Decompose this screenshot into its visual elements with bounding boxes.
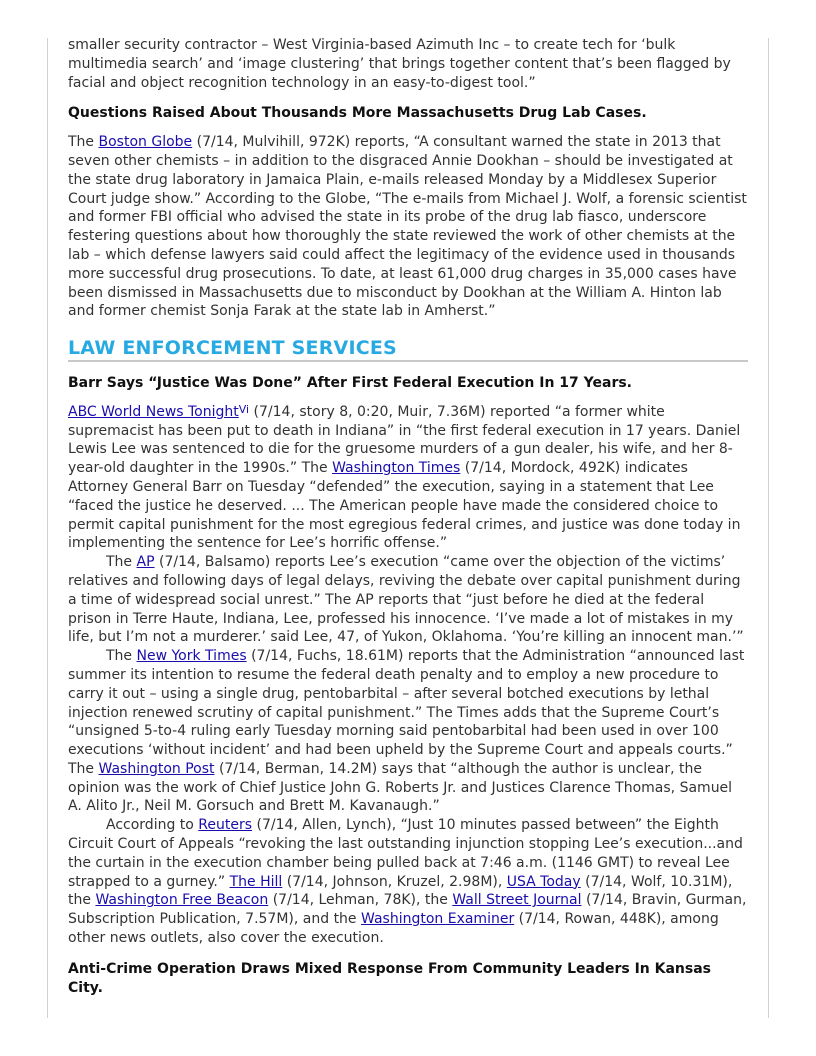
link-abc-world-news-tonight[interactable]: ABC World News Tonight [68,403,239,420]
link-boston-globe[interactable]: Boston Globe [98,134,193,151]
text-fragment: The [106,554,137,571]
text-fragment: (7/14, Balsamo) reports Lee’s execution “came over the objection of the victims’ relatives and following days of legal delays, reviving the debate over capital punishment during a time of widespread social unrest.” The AP reports that “just before he died at the federal prison in Terre Haute, Indiana, Lee, professed his innocence. ‘I’ve made a lot of mistakes in my life, but I’m not a murderer.’ said Lee, 47, of Yukon, Oklahoma. ‘You’re killing an innocent man.’” [68,554,744,646]
video-indicator[interactable]: Vi [238,402,250,416]
text-fragment: (7/14, Allen, Lynch), “Just 10 minutes passed between” the Eighth Circuit Court of Appeals “revoking the last outstanding injunction stopping Lee’s execution...and the curtain in the execution chamber being pulled back at 7:46 a.m. (1146 GMT) to reveal Lee strapped to a gurney.” [68,817,743,890]
link-wall-street-journal[interactable]: Wall Street Journal [452,892,582,909]
link-washington-post[interactable]: Washington Post [98,760,215,777]
right-margin-rule [768,38,769,1018]
text-fragment: (7/14, Johnson, Kruzel, 2.98M), [282,873,507,890]
link-washington-free-beacon[interactable]: Washington Free Beacon [95,892,269,909]
barr-paragraph-3 [68,647,748,816]
text-fragment: (7/14, Bravin, Gurman, Subscription Publication, 7.57M), and the [68,892,747,928]
section-title: LAW ENFORCEMENT SERVICES [68,339,748,362]
text-fragment: (7/14, Berman, 14.2M) says that “although the author is unclear, the opinion was the work of Chief Justice John G. Roberts Jr. and Justices Clarence Thomas, Samuel A. Alito Jr., Neil M. Gorsuch and Brett M. Kavanaugh.” [68,760,733,815]
link-the-hill[interactable]: The Hill [229,873,283,890]
link-reuters[interactable]: Reuters [198,817,253,834]
text-fragment: (7/14, story 8, 0:20, Muir, 7.36M) reported “a former white supremacist has been put to death in Indiana” in “the first federal execution in 17 years. Daniel Lewis Lee was sentenced to die for the gruesome murders of a gun dealer, his wife, and her 8-year-old daughter in the 1990s.” The [68,403,741,477]
barr-paragraph-1 [68,403,748,553]
link-ap[interactable]: AP [136,554,155,571]
massachusetts-paragraph [68,133,748,321]
left-margin-rule [47,38,48,1018]
text-fragment: (7/14, Lehman, 78K), the [268,892,453,909]
intro-paragraph: smaller security contractor – West Virginia-based Azimuth Inc – to create tech for ‘bulk multimedia search’ and ‘image clustering’ that brings together content that’s been flagged by facial and object recognition technology in an easy-to-digest tool.” [68,37,731,91]
text-fragment: (7/14, Mordock, 492K) indicates Attorney General Barr on Tuesday “defended” the execution, saying in a statement that Lee “faced the justice he deserved. ... The American people have made the considered choice to permit capital punishment for the most egregious federal crimes, and justice was done today in implementing the sentence for Lee’s horrific offense.” [68,460,741,552]
barr-paragraph-4 [68,816,748,948]
link-new-york-times[interactable]: New York Times [136,648,247,665]
link-washington-examiner[interactable]: Washington Examiner [361,911,515,928]
barr-headline: Barr Says “Justice Was Done” After First Federal Execution In 17 Years. [68,374,632,391]
link-washington-times[interactable]: Washington Times [332,460,461,477]
text-fragment: According to [106,817,199,834]
text-fragment: (7/14, Mulvihill, 972K) reports, “A consultant warned the state in 2013 that seven other chemists – in addition to the disgraced Annie Dookhan – should be investigated at the state drug laboratory in Jamaica Plain, e-mails released Monday by a Middlesex Superior Court judge show.” According to the Globe, “The e-mails from Michael J. Wolf, a forensic scientist and former FBI official who advised the state in its probe of the drug lab fiasco, underscore festering questions about how thoroughly the state reviewed the work of other chemists at the lab – which defense lawyers said could affect the legitimacy of the evidence used in thousands more successful drug prosecutions. To date, at least 61,000 drug charges in 35,000 cases have been dismissed in Massachusetts due to misconduct by Dookhan at the William A. Hinton lab and former chemist Sonja Farak at the state lab in Amherst.” [68,134,747,320]
text-fragment: The [106,648,137,665]
text-fragment: The [68,134,99,151]
barr-paragraph-2 [68,553,748,647]
text-fragment: (7/14, Rowan, 448K), among other news outlets, also cover the execution. [68,911,719,947]
link-usa-today[interactable]: USA Today [506,873,581,890]
text-fragment: (7/14, Fuchs, 18.61M) reports that the Administration “announced last summer its intention to resume the federal death penalty and to employ a new procedure to carry it out – using a single drug, pentobarbital – after several botched executions by lethal injection renewed scrutiny of capital punishment.” The Times adds that the Supreme Court’s “unsigned 5-to-4 ruling early Tuesday morning said pentobarbital had been used in over 100 executions ‘without incident’ and had been upheld by the Supreme Court and appeals courts.” The [68,648,745,777]
text-fragment: (7/14, Wolf, 10.31M), the [68,873,733,909]
kansas-headline: Anti-Crime Operation Draws Mixed Response From Community Leaders In Kansas City. [68,960,712,996]
document-body [68,36,748,1007]
massachusetts-headline: Questions Raised About Thousands More Massachusetts Drug Lab Cases. [68,105,647,122]
